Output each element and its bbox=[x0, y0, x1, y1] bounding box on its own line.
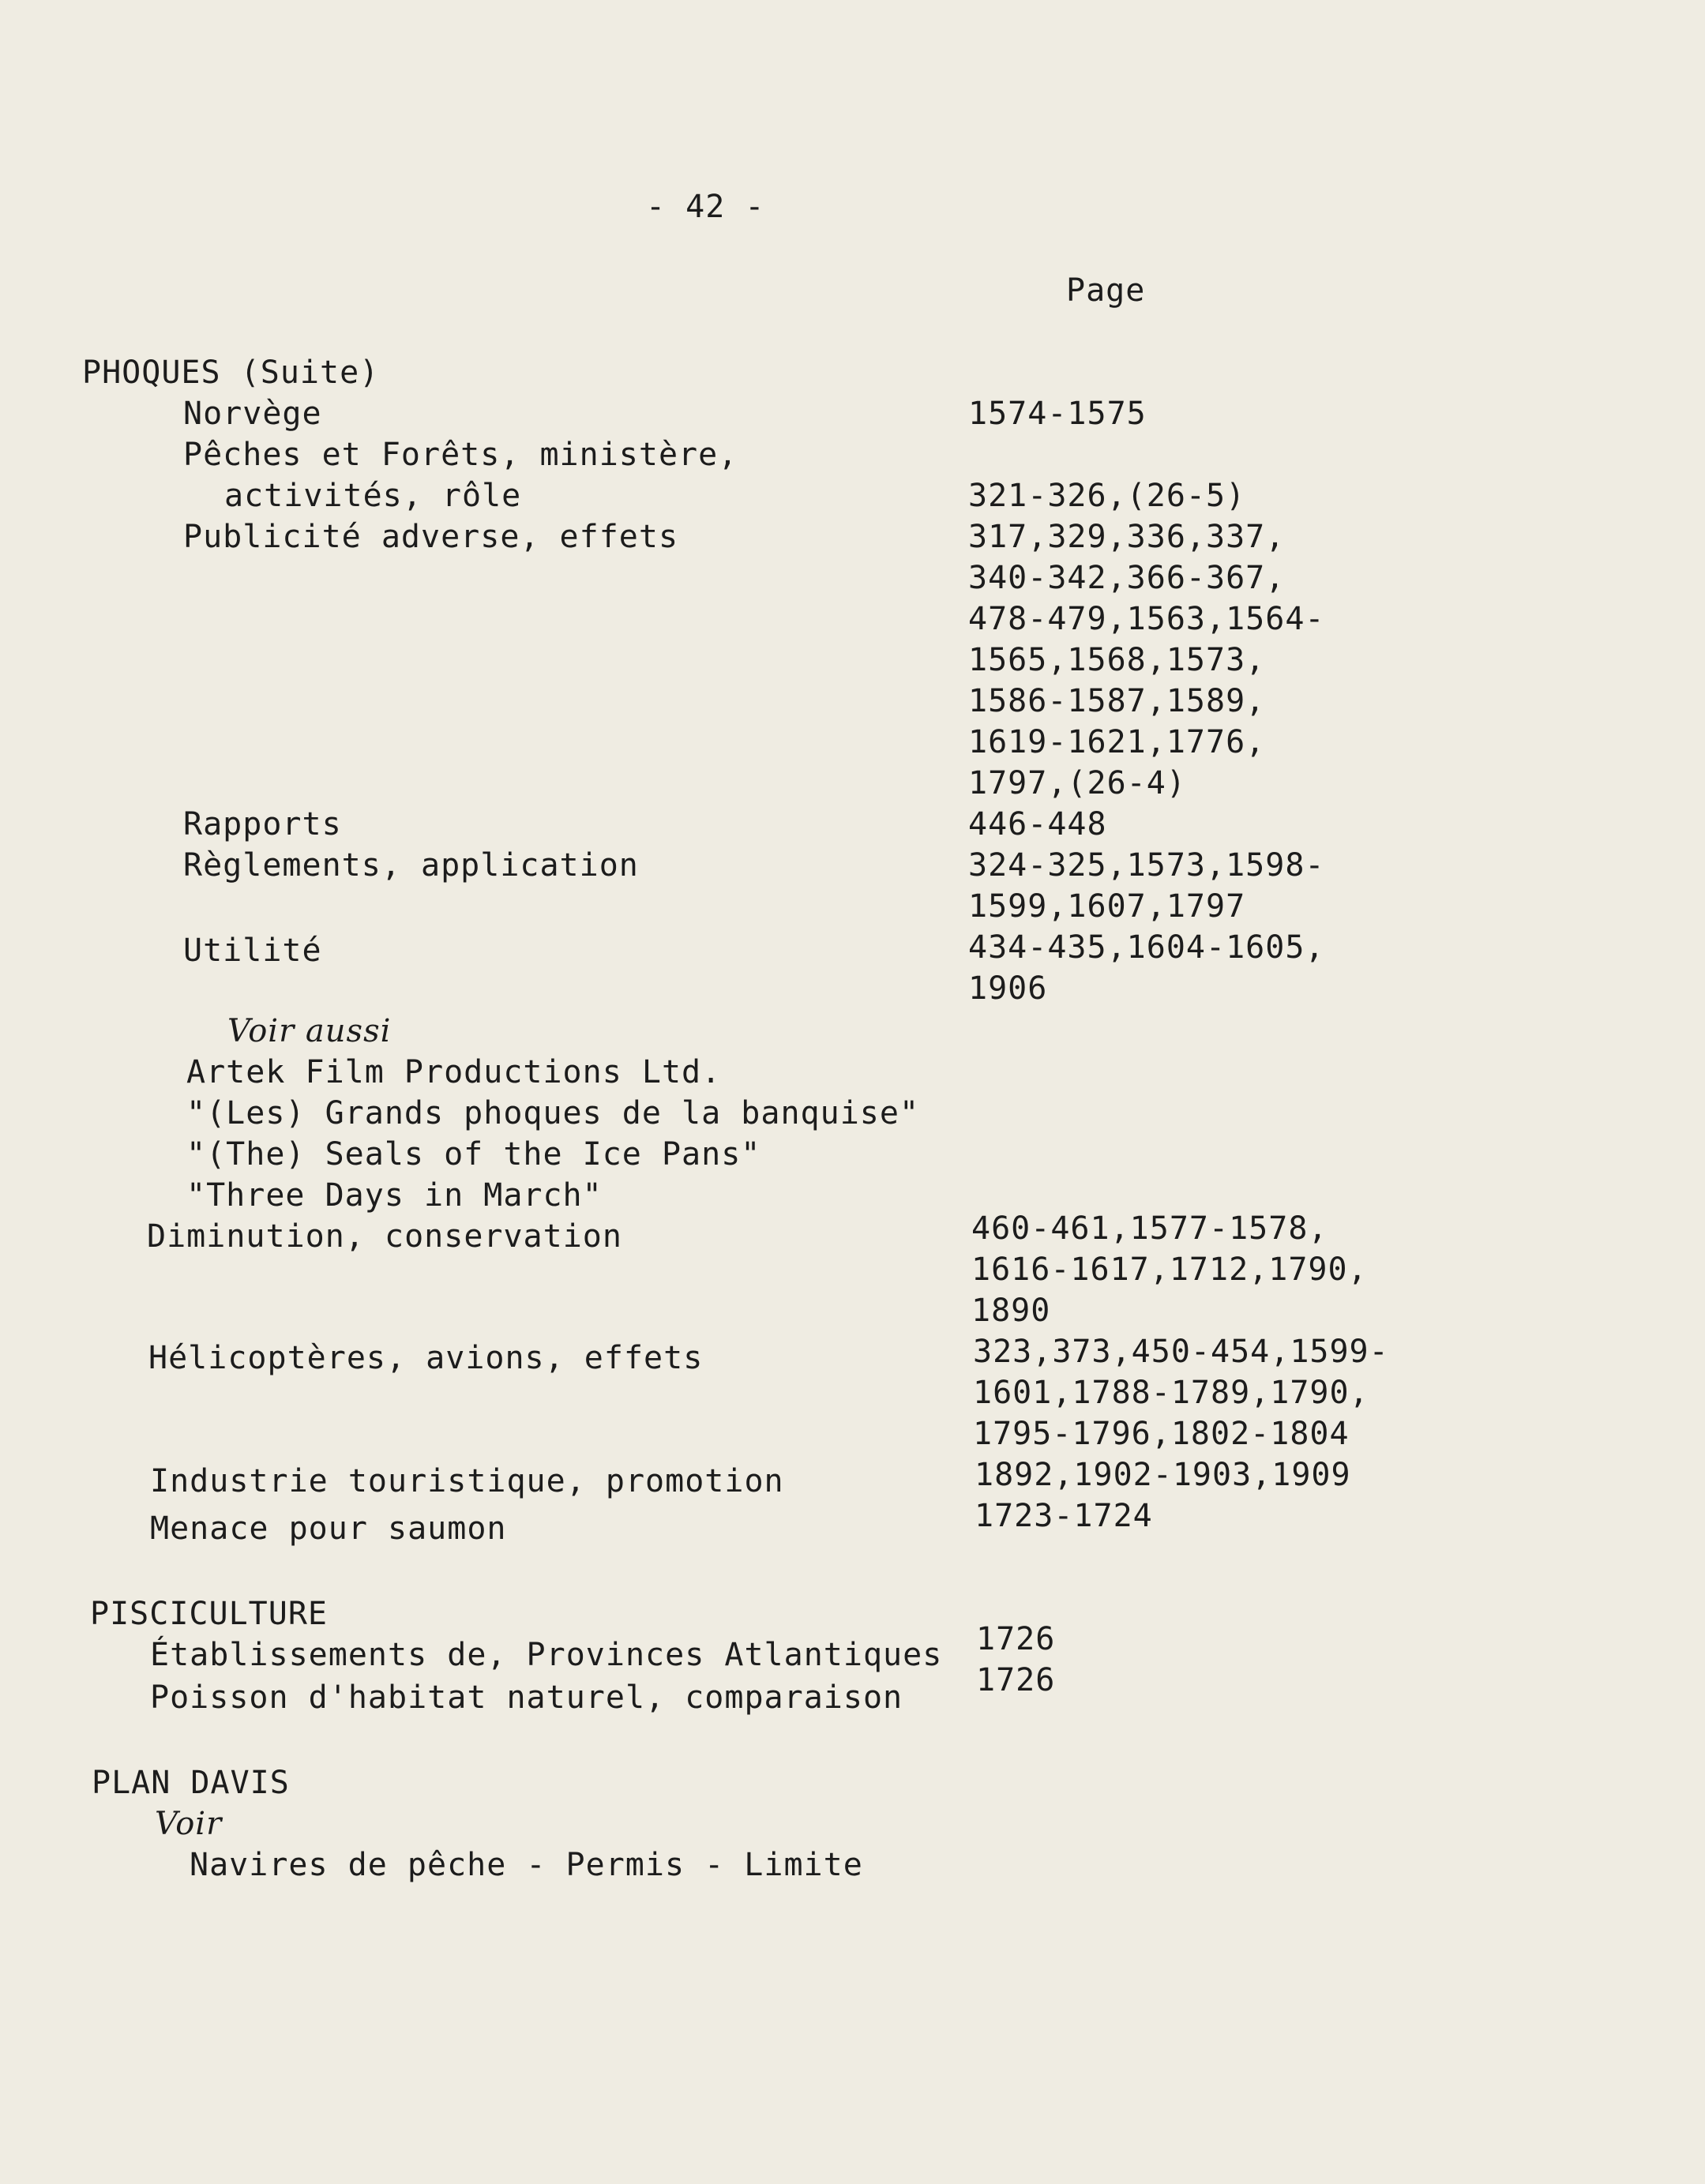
section-heading-phoques: PHOQUES (Suite) bbox=[82, 355, 380, 391]
entry-pages: 478-479,1563,1564- bbox=[968, 601, 1325, 637]
entry-pages: 321-326,(26-5) bbox=[968, 478, 1246, 514]
see-also-item: Artek Film Productions Ltd. bbox=[186, 1054, 722, 1090]
entry-pages: 1574-1575 bbox=[968, 396, 1147, 432]
entry-label: Menace pour saumon bbox=[150, 1510, 507, 1547]
entry-label: Diminution, conservation bbox=[147, 1218, 622, 1255]
entry-label: Pêches et Forêts, ministère, bbox=[183, 437, 738, 473]
entry-pages: 1892,1902-1903,1909 bbox=[975, 1457, 1351, 1493]
entry-pages: 434-435,1604-1605, bbox=[968, 929, 1325, 966]
entry-label: Hélicoptères, avions, effets bbox=[148, 1340, 704, 1376]
entry-label: Règlements, application bbox=[183, 847, 639, 884]
see-also-label: Voir aussi bbox=[227, 1013, 392, 1049]
page-column-header: Page bbox=[1066, 272, 1146, 309]
entry-label-continuation: activités, rôle bbox=[224, 478, 522, 514]
entry-label: Rapports bbox=[183, 806, 342, 842]
entry-pages: 1726 bbox=[976, 1621, 1056, 1657]
entry-pages: 317,329,336,337, bbox=[968, 519, 1286, 555]
entry-label: Poisson d'habitat naturel, comparaison bbox=[150, 1679, 903, 1716]
entry-pages: 1586-1587,1589, bbox=[968, 683, 1266, 719]
entry-pages: 1890 bbox=[971, 1293, 1051, 1329]
see-item: Navires de pêche - Permis - Limite bbox=[190, 1847, 863, 1883]
entry-pages: 1906 bbox=[968, 970, 1048, 1007]
section-heading-pisciculture: PISCICULTURE bbox=[90, 1596, 328, 1632]
see-also-item: "(The) Seals of the Ice Pans" bbox=[186, 1136, 761, 1173]
entry-label: Norvège bbox=[183, 396, 322, 432]
page-number: - 42 - bbox=[646, 189, 765, 225]
entry-pages: 1723-1724 bbox=[975, 1498, 1153, 1534]
see-also-item: "Three Days in March" bbox=[186, 1177, 603, 1214]
entry-pages: 1619-1621,1776, bbox=[968, 724, 1266, 760]
entry-pages: 1797,(26-4) bbox=[968, 765, 1186, 801]
entry-pages: 446-448 bbox=[968, 806, 1107, 842]
entry-pages: 1599,1607,1797 bbox=[968, 888, 1246, 925]
entry-label: Publicité adverse, effets bbox=[183, 519, 679, 555]
entry-pages: 340-342,366-367, bbox=[968, 560, 1286, 596]
entry-label: Établissements de, Provinces Atlantiques bbox=[150, 1637, 943, 1673]
entry-pages: 324-325,1573,1598- bbox=[968, 847, 1325, 884]
entry-pages: 323,373,450-454,1599- bbox=[973, 1334, 1389, 1370]
entry-pages: 1565,1568,1573, bbox=[968, 642, 1266, 678]
entry-label: Utilité bbox=[183, 933, 322, 969]
entry-pages: 1795-1796,1802-1804 bbox=[973, 1416, 1350, 1452]
section-heading-plan-davis: PLAN DAVIS bbox=[92, 1765, 290, 1801]
entry-label: Industrie touristique, promotion bbox=[150, 1463, 784, 1499]
entry-pages: 460-461,1577-1578, bbox=[971, 1210, 1328, 1247]
entry-pages: 1616-1617,1712,1790, bbox=[971, 1251, 1368, 1288]
entry-pages: 1601,1788-1789,1790, bbox=[973, 1375, 1369, 1411]
see-label: Voir bbox=[155, 1806, 223, 1842]
see-also-item: "(Les) Grands phoques de la banquise" bbox=[186, 1095, 920, 1131]
entry-pages: 1726 bbox=[976, 1662, 1056, 1698]
